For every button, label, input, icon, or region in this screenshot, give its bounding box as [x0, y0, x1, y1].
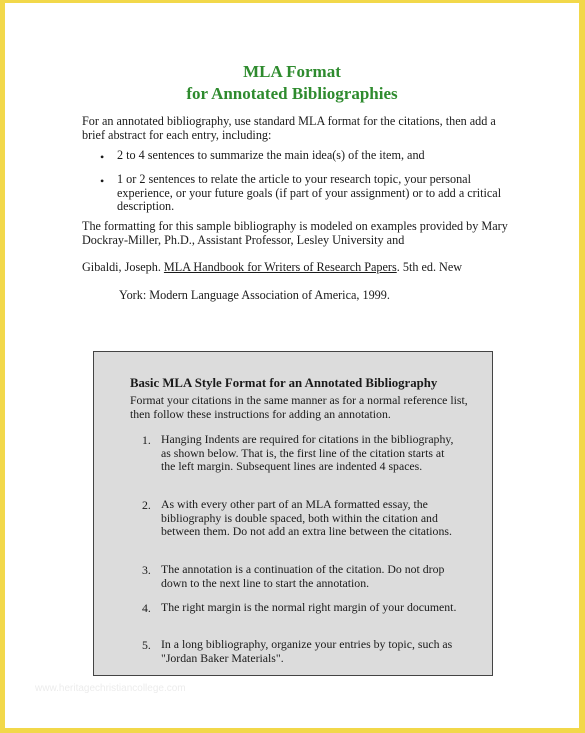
bullet-item-2: 1 or 2 sentences to relate the article to your research topic, your personal experience, or your future goals (if part of your assignment) or to add a critical description. [117, 172, 502, 213]
box-title: Basic MLA Style Format for an Annotated Bibliography [130, 376, 438, 390]
item-number-2: 2. [142, 498, 151, 512]
item-number-1: 1. [142, 433, 151, 447]
page-subtitle: for Annotated Bibliographies [186, 84, 398, 103]
instruction-item-3: The annotation is a continuation of the citation. Do not drop down to the next line to start the annotation. [161, 562, 445, 590]
bullet-dot-2: • [100, 174, 105, 188]
citation-book-title: MLA Handbook for Writers of Research Papers [163, 260, 397, 274]
box-intro: Format your citations in the same manner as for a normal reference list, then follow these instructions for adding an annotation. [130, 393, 468, 421]
citation-line-1 [82, 261, 552, 275]
formatting-note: The formatting for this sample bibliography is modeled on examples provided by Mary Dockray-Miller, Ph.D., Assistant Professor, Lesley University and [82, 219, 508, 247]
citation-author: Gibaldi, Joseph. [82, 260, 161, 274]
item-number-3: 3. [142, 563, 151, 577]
page-title: MLA Format [243, 62, 341, 81]
document-page [5, 3, 579, 728]
bullet-item-1: 2 to 4 sentences to summarize the main idea(s) of the item, and [117, 148, 425, 162]
item-number-5: 5. [142, 638, 151, 652]
intro-paragraph: For an annotated bibliography, use standard MLA format for the citations, then add a brief abstract for each entry, including: [82, 114, 496, 142]
bullet-dot-1: • [100, 150, 105, 164]
instruction-item-1: Hanging Indents are required for citations in the bibliography, as shown below. That is, the first line of the citation starts at the left margin. Subsequent lines are indented 4 spaces. [161, 432, 454, 473]
item-number-4: 4. [142, 601, 151, 615]
watermark: www.heritagechristiancollege.com [35, 683, 186, 694]
info-box [93, 351, 493, 676]
instruction-item-5: In a long bibliography, organize your entries by topic, such as "Jordan Baker Materials". [161, 637, 453, 665]
instruction-item-4: The right margin is the normal right margin of your document. [161, 600, 457, 614]
citation-line-2: York: Modern Language Association of America, 1999. [119, 288, 390, 302]
citation-edition: . 5th ed. New [396, 260, 463, 274]
instruction-item-2: As with every other part of an MLA formatted essay, the bibliography is double spaced, both within the citation and between them. Do not add an extra line between the citations. [161, 497, 452, 538]
